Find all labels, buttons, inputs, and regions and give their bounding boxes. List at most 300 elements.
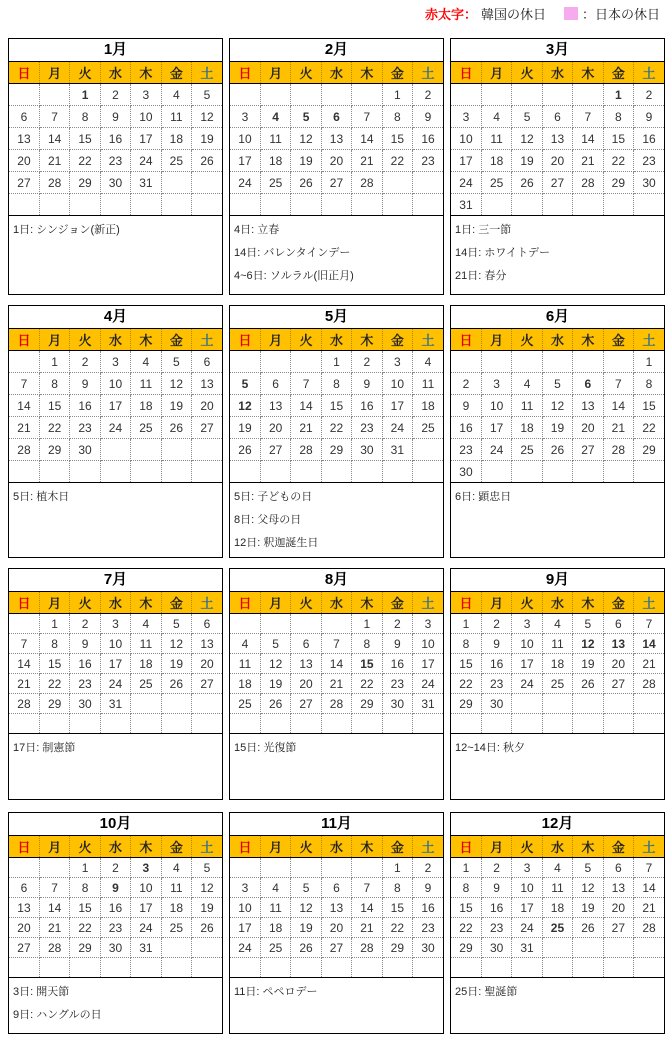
weekday-header: 日 bbox=[9, 836, 39, 858]
day-cell: 2 bbox=[352, 351, 382, 373]
month-block bbox=[450, 812, 665, 1034]
week-row bbox=[230, 634, 443, 654]
weekday-header: 水 bbox=[542, 836, 572, 858]
day-cell: 24 bbox=[100, 674, 130, 694]
week-row bbox=[9, 654, 222, 674]
day-cell: 11 bbox=[161, 106, 191, 128]
weekday-header: 金 bbox=[382, 62, 412, 84]
day-cell: 31 bbox=[100, 694, 130, 714]
day-cell bbox=[413, 958, 443, 978]
day-cell: 23 bbox=[634, 150, 664, 172]
weekday-header: 木 bbox=[352, 62, 382, 84]
day-cell: 7 bbox=[634, 858, 664, 878]
day-cell: 4 bbox=[542, 614, 572, 634]
day-cell bbox=[192, 938, 222, 958]
week-row bbox=[451, 938, 664, 958]
day-cell: 10 bbox=[100, 373, 130, 395]
day-cell bbox=[481, 714, 511, 734]
month-notes bbox=[230, 482, 443, 557]
day-cell bbox=[512, 461, 542, 483]
day-cell: 15 bbox=[352, 654, 382, 674]
day-cell bbox=[413, 194, 443, 216]
day-cell bbox=[634, 194, 664, 216]
week-row bbox=[451, 614, 664, 634]
day-cell bbox=[603, 714, 633, 734]
month-title: 4月 bbox=[9, 306, 222, 329]
weekday-header: 火 bbox=[512, 62, 542, 84]
day-cell bbox=[161, 714, 191, 734]
week-row bbox=[9, 172, 222, 194]
day-cell: 27 bbox=[321, 172, 351, 194]
weekday-header: 月 bbox=[260, 62, 290, 84]
day-cell bbox=[9, 84, 39, 106]
day-cell: 6 bbox=[192, 614, 222, 634]
day-cell: 31 bbox=[131, 938, 161, 958]
weekday-header: 日 bbox=[451, 592, 481, 614]
weekday-header: 火 bbox=[512, 592, 542, 614]
day-cell bbox=[260, 351, 290, 373]
day-cell bbox=[9, 461, 39, 483]
day-cell: 8 bbox=[451, 634, 481, 654]
week-row bbox=[9, 194, 222, 216]
day-cell: 18 bbox=[131, 654, 161, 674]
week-row bbox=[230, 172, 443, 194]
day-cell: 13 bbox=[603, 878, 633, 898]
day-cell: 25 bbox=[230, 694, 260, 714]
weekday-header: 金 bbox=[161, 329, 191, 351]
day-cell: 20 bbox=[603, 898, 633, 918]
month-title: 2月 bbox=[230, 39, 443, 62]
day-cell bbox=[603, 461, 633, 483]
day-cell bbox=[39, 958, 69, 978]
day-cell: 2 bbox=[70, 614, 100, 634]
week-row bbox=[230, 150, 443, 172]
day-cell bbox=[131, 694, 161, 714]
day-cell bbox=[321, 858, 351, 878]
day-cell bbox=[512, 694, 542, 714]
weekday-header: 月 bbox=[260, 836, 290, 858]
weekday-row bbox=[230, 836, 443, 858]
day-cell bbox=[634, 938, 664, 958]
day-cell: 17 bbox=[512, 898, 542, 918]
day-cell: 8 bbox=[352, 634, 382, 654]
day-cell bbox=[192, 694, 222, 714]
weekday-header: 金 bbox=[603, 329, 633, 351]
weekday-header: 金 bbox=[161, 592, 191, 614]
day-cell bbox=[131, 714, 161, 734]
holiday-note: 8日: 父母の日 bbox=[234, 514, 302, 526]
day-cell: 9 bbox=[70, 634, 100, 654]
day-cell: 21 bbox=[9, 674, 39, 694]
day-cell bbox=[352, 714, 382, 734]
day-cell: 25 bbox=[161, 150, 191, 172]
day-cell: 22 bbox=[451, 674, 481, 694]
day-cell: 7 bbox=[573, 106, 603, 128]
day-cell bbox=[382, 172, 412, 194]
day-cell: 3 bbox=[451, 106, 481, 128]
day-cell: 6 bbox=[9, 106, 39, 128]
day-cell: 27 bbox=[603, 674, 633, 694]
weekday-header: 日 bbox=[9, 329, 39, 351]
day-cell: 28 bbox=[634, 918, 664, 938]
day-cell: 2 bbox=[481, 858, 511, 878]
weekday-row bbox=[230, 592, 443, 614]
day-cell: 30 bbox=[100, 938, 130, 958]
day-cell: 5 bbox=[573, 614, 603, 634]
day-cell: 6 bbox=[291, 634, 321, 654]
month-title: 10月 bbox=[9, 813, 222, 836]
day-cell bbox=[100, 958, 130, 978]
day-cell: 21 bbox=[634, 898, 664, 918]
day-cell: 14 bbox=[352, 128, 382, 150]
week-row bbox=[230, 958, 443, 978]
week-row bbox=[451, 858, 664, 878]
day-cell: 2 bbox=[413, 858, 443, 878]
day-cell: 23 bbox=[352, 417, 382, 439]
month-notes bbox=[9, 733, 222, 799]
day-cell: 25 bbox=[542, 918, 572, 938]
weekday-header: 月 bbox=[39, 329, 69, 351]
weekday-row bbox=[230, 62, 443, 84]
weekday-header: 木 bbox=[573, 836, 603, 858]
day-cell: 2 bbox=[70, 351, 100, 373]
day-cell: 16 bbox=[413, 898, 443, 918]
day-cell: 19 bbox=[542, 417, 572, 439]
day-cell: 21 bbox=[352, 918, 382, 938]
day-cell: 11 bbox=[260, 898, 290, 918]
day-cell: 9 bbox=[100, 106, 130, 128]
day-cell: 16 bbox=[352, 395, 382, 417]
day-cell: 15 bbox=[321, 395, 351, 417]
day-cell: 11 bbox=[542, 878, 572, 898]
day-cell: 14 bbox=[39, 898, 69, 918]
week-row bbox=[451, 714, 664, 734]
day-cell bbox=[352, 194, 382, 216]
day-cell: 1 bbox=[321, 351, 351, 373]
month-table bbox=[451, 836, 664, 977]
weekday-header: 土 bbox=[413, 329, 443, 351]
day-cell: 26 bbox=[542, 439, 572, 461]
day-cell: 8 bbox=[70, 878, 100, 898]
weekday-header: 日 bbox=[451, 62, 481, 84]
day-cell: 6 bbox=[542, 106, 572, 128]
day-cell: 11 bbox=[131, 634, 161, 654]
weekday-header: 木 bbox=[573, 62, 603, 84]
day-cell: 15 bbox=[603, 128, 633, 150]
week-row bbox=[9, 395, 222, 417]
day-cell bbox=[451, 84, 481, 106]
week-row bbox=[230, 194, 443, 216]
day-cell: 12 bbox=[161, 373, 191, 395]
day-cell: 30 bbox=[634, 172, 664, 194]
day-cell: 15 bbox=[39, 395, 69, 417]
day-cell bbox=[39, 858, 69, 878]
day-cell bbox=[39, 714, 69, 734]
day-cell bbox=[291, 461, 321, 483]
month-block bbox=[8, 38, 223, 295]
day-cell: 4 bbox=[413, 351, 443, 373]
day-cell: 20 bbox=[192, 654, 222, 674]
holiday-note: 11日: ペペロデー bbox=[234, 986, 318, 998]
day-cell: 9 bbox=[481, 634, 511, 654]
day-cell: 10 bbox=[413, 634, 443, 654]
month-notes bbox=[230, 215, 443, 294]
day-cell: 29 bbox=[634, 439, 664, 461]
day-cell bbox=[573, 958, 603, 978]
weekday-header: 水 bbox=[321, 329, 351, 351]
week-row bbox=[9, 439, 222, 461]
day-cell bbox=[161, 938, 191, 958]
day-cell: 6 bbox=[321, 878, 351, 898]
week-row bbox=[451, 461, 664, 483]
week-row bbox=[230, 461, 443, 483]
weekday-header: 月 bbox=[39, 62, 69, 84]
weekday-header: 木 bbox=[573, 592, 603, 614]
weekday-header: 月 bbox=[481, 329, 511, 351]
day-cell bbox=[481, 84, 511, 106]
month-title: 9月 bbox=[451, 569, 664, 592]
week-row bbox=[230, 674, 443, 694]
day-cell: 28 bbox=[321, 694, 351, 714]
day-cell: 19 bbox=[291, 150, 321, 172]
month-notes bbox=[9, 215, 222, 294]
day-cell: 21 bbox=[39, 918, 69, 938]
day-cell: 25 bbox=[260, 172, 290, 194]
day-cell: 1 bbox=[451, 858, 481, 878]
weekday-header: 木 bbox=[131, 836, 161, 858]
day-cell: 10 bbox=[451, 128, 481, 150]
holiday-note: 17日: 制憲節 bbox=[13, 742, 76, 754]
month-block bbox=[450, 568, 665, 800]
month-block bbox=[8, 305, 223, 558]
day-cell: 2 bbox=[413, 84, 443, 106]
day-cell: 5 bbox=[230, 373, 260, 395]
day-cell: 19 bbox=[192, 898, 222, 918]
day-cell: 29 bbox=[603, 172, 633, 194]
day-cell: 30 bbox=[70, 694, 100, 714]
weekday-header: 土 bbox=[634, 62, 664, 84]
day-cell: 21 bbox=[603, 417, 633, 439]
day-cell: 4 bbox=[260, 106, 290, 128]
weekday-header: 火 bbox=[291, 836, 321, 858]
day-cell: 22 bbox=[321, 417, 351, 439]
day-cell bbox=[352, 958, 382, 978]
weekday-header: 土 bbox=[192, 836, 222, 858]
week-row bbox=[451, 918, 664, 938]
weekday-header: 水 bbox=[321, 62, 351, 84]
day-cell: 17 bbox=[100, 395, 130, 417]
week-row bbox=[451, 417, 664, 439]
day-cell: 8 bbox=[382, 106, 412, 128]
day-cell: 30 bbox=[413, 938, 443, 958]
day-cell: 4 bbox=[260, 878, 290, 898]
day-cell: 6 bbox=[603, 858, 633, 878]
day-cell: 22 bbox=[39, 674, 69, 694]
week-row bbox=[230, 714, 443, 734]
day-cell bbox=[70, 958, 100, 978]
day-cell: 12 bbox=[192, 106, 222, 128]
day-cell: 31 bbox=[451, 194, 481, 216]
week-row bbox=[230, 84, 443, 106]
day-cell: 6 bbox=[603, 614, 633, 634]
weekday-header: 月 bbox=[481, 836, 511, 858]
day-cell: 16 bbox=[451, 417, 481, 439]
day-cell bbox=[39, 194, 69, 216]
day-cell: 14 bbox=[634, 878, 664, 898]
day-cell: 25 bbox=[413, 417, 443, 439]
day-cell: 13 bbox=[9, 898, 39, 918]
day-cell: 28 bbox=[291, 439, 321, 461]
day-cell: 27 bbox=[542, 172, 572, 194]
day-cell: 29 bbox=[451, 938, 481, 958]
day-cell: 18 bbox=[542, 654, 572, 674]
day-cell: 28 bbox=[39, 172, 69, 194]
day-cell: 20 bbox=[9, 918, 39, 938]
weekday-header: 木 bbox=[131, 329, 161, 351]
day-cell: 17 bbox=[451, 150, 481, 172]
day-cell bbox=[192, 958, 222, 978]
weekday-header: 木 bbox=[573, 329, 603, 351]
weekday-header: 土 bbox=[413, 592, 443, 614]
day-cell: 10 bbox=[512, 878, 542, 898]
day-cell: 7 bbox=[321, 634, 351, 654]
day-cell bbox=[542, 351, 572, 373]
day-cell: 22 bbox=[70, 150, 100, 172]
day-cell bbox=[260, 461, 290, 483]
day-cell: 24 bbox=[512, 918, 542, 938]
day-cell: 18 bbox=[512, 417, 542, 439]
month-title: 3月 bbox=[451, 39, 664, 62]
day-cell: 21 bbox=[291, 417, 321, 439]
day-cell: 26 bbox=[192, 150, 222, 172]
day-cell bbox=[192, 714, 222, 734]
day-cell: 14 bbox=[352, 898, 382, 918]
day-cell: 12 bbox=[573, 634, 603, 654]
weekday-header: 月 bbox=[481, 592, 511, 614]
day-cell bbox=[39, 461, 69, 483]
day-cell: 14 bbox=[603, 395, 633, 417]
day-cell: 12 bbox=[291, 898, 321, 918]
month-notes bbox=[451, 215, 664, 294]
day-cell: 1 bbox=[70, 858, 100, 878]
day-cell: 3 bbox=[413, 614, 443, 634]
day-cell: 22 bbox=[634, 417, 664, 439]
day-cell: 3 bbox=[512, 858, 542, 878]
day-cell bbox=[161, 194, 191, 216]
day-cell: 13 bbox=[192, 634, 222, 654]
day-cell: 16 bbox=[100, 128, 130, 150]
day-cell bbox=[131, 439, 161, 461]
day-cell: 29 bbox=[321, 439, 351, 461]
day-cell bbox=[542, 714, 572, 734]
day-cell: 22 bbox=[451, 918, 481, 938]
week-row bbox=[9, 634, 222, 654]
day-cell: 17 bbox=[382, 395, 412, 417]
day-cell bbox=[352, 858, 382, 878]
day-cell: 29 bbox=[382, 938, 412, 958]
week-row bbox=[230, 614, 443, 634]
week-row bbox=[451, 439, 664, 461]
day-cell: 15 bbox=[451, 654, 481, 674]
day-cell: 26 bbox=[573, 918, 603, 938]
week-row bbox=[451, 194, 664, 216]
month-title: 12月 bbox=[451, 813, 664, 836]
day-cell: 28 bbox=[634, 674, 664, 694]
weekday-header: 金 bbox=[382, 836, 412, 858]
holiday-note: 21日: 春分 bbox=[455, 270, 507, 282]
weekday-header: 火 bbox=[512, 836, 542, 858]
day-cell: 11 bbox=[413, 373, 443, 395]
day-cell: 30 bbox=[70, 439, 100, 461]
weekday-header: 火 bbox=[70, 62, 100, 84]
weekday-header: 火 bbox=[512, 329, 542, 351]
month-title: 6月 bbox=[451, 306, 664, 329]
day-cell: 20 bbox=[321, 150, 351, 172]
day-cell: 29 bbox=[39, 439, 69, 461]
week-row bbox=[9, 84, 222, 106]
day-cell bbox=[230, 194, 260, 216]
day-cell: 23 bbox=[451, 439, 481, 461]
weekday-header: 土 bbox=[634, 836, 664, 858]
day-cell: 8 bbox=[451, 878, 481, 898]
day-cell: 8 bbox=[39, 373, 69, 395]
day-cell: 9 bbox=[100, 878, 130, 898]
week-row bbox=[9, 150, 222, 172]
day-cell bbox=[9, 958, 39, 978]
day-cell bbox=[131, 194, 161, 216]
weekday-header: 月 bbox=[39, 836, 69, 858]
day-cell bbox=[413, 461, 443, 483]
day-cell: 20 bbox=[542, 150, 572, 172]
day-cell bbox=[131, 461, 161, 483]
day-cell: 13 bbox=[573, 395, 603, 417]
day-cell bbox=[230, 84, 260, 106]
day-cell: 5 bbox=[161, 614, 191, 634]
day-cell: 17 bbox=[131, 128, 161, 150]
day-cell: 25 bbox=[481, 172, 511, 194]
day-cell bbox=[260, 194, 290, 216]
weekday-header: 日 bbox=[9, 62, 39, 84]
day-cell: 13 bbox=[9, 128, 39, 150]
day-cell: 26 bbox=[573, 674, 603, 694]
day-cell bbox=[512, 958, 542, 978]
month-block bbox=[8, 568, 223, 800]
day-cell: 24 bbox=[382, 417, 412, 439]
day-cell: 1 bbox=[352, 614, 382, 634]
day-cell bbox=[382, 958, 412, 978]
day-cell: 13 bbox=[603, 634, 633, 654]
day-cell: 29 bbox=[451, 694, 481, 714]
day-cell: 5 bbox=[512, 106, 542, 128]
day-cell: 20 bbox=[192, 395, 222, 417]
day-cell: 23 bbox=[100, 150, 130, 172]
month-table bbox=[230, 836, 443, 977]
month-title: 1月 bbox=[9, 39, 222, 62]
day-cell: 18 bbox=[161, 128, 191, 150]
day-cell: 10 bbox=[230, 128, 260, 150]
day-cell bbox=[542, 958, 572, 978]
weekday-header: 火 bbox=[70, 836, 100, 858]
day-cell: 12 bbox=[260, 654, 290, 674]
day-cell: 8 bbox=[382, 878, 412, 898]
day-cell bbox=[451, 958, 481, 978]
weekday-header: 火 bbox=[70, 329, 100, 351]
weekday-header: 水 bbox=[542, 329, 572, 351]
day-cell: 9 bbox=[70, 373, 100, 395]
weekday-header: 金 bbox=[382, 592, 412, 614]
day-cell: 4 bbox=[131, 614, 161, 634]
day-cell: 27 bbox=[9, 172, 39, 194]
